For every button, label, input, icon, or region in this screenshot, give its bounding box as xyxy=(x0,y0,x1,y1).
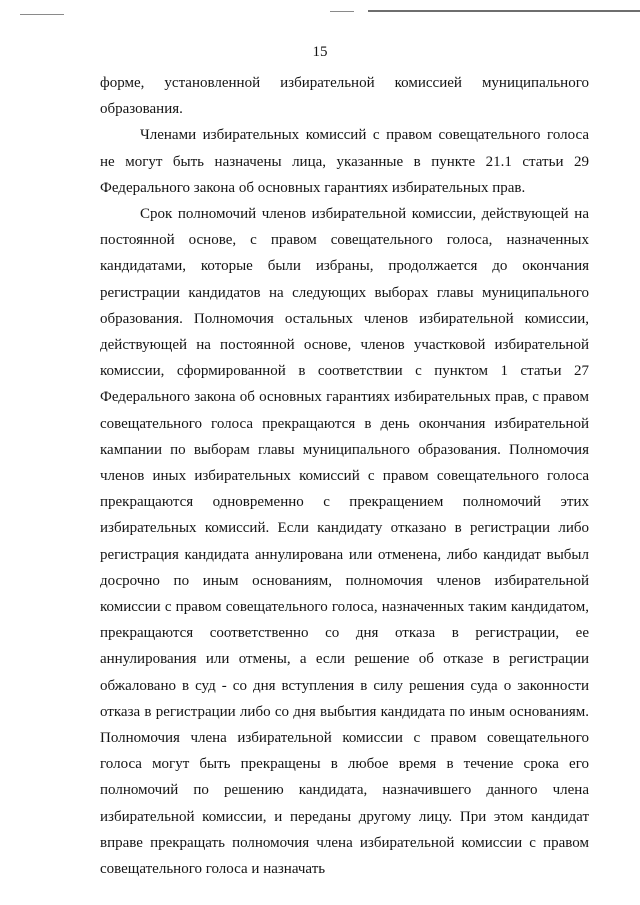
paragraph-1: форме, установленной избирательной комиссией муниципального образования. xyxy=(100,75,589,118)
paragraph-3: Срок полномочий членов избирательной комиссии, действующей на постоянной основе, с правом совещательного голоса, назначенных кандидатами, которые были избраны, продолжается до окончания регистрации кандидатов на следующих выборах главы муниципального образования. Полномочия остальных членов избирательной комиссии, действующей на постоянной основе, членов участковой избирательной комиссии, сформированной в соответствии с пунктом 1 статьи 27 Федерального закона об основных гарантиях избирательных прав, с правом совещательного голоса прекращаются в день окончания избирательной кампании по выборам главы муниципального образования. Полномочия членов иных избирательных комиссий с правом совещательного голоса прекращаются одновременно с прекращением полномочий этих избирательных комиссий. Если кандидату отказано в регистрации либо регистрация кандидата аннулирована или отменена, либо кандидат выбыл досрочно по иным основаниям, полномочия членов избирательной комиссии с правом совещательного голоса, назначенных таким кандидатом, прекращаются соответственно со дня отказа в регистрации, ее аннулирования или отмены, а если решение об отказе в регистрации обжаловано в суд - со дня вступления в силу решения суда о законности отказа в регистрации либо со дня выбытия кандидата по иным основаниям. Полномочия члена избирательной комиссии с правом совещательного голоса могут быть прекращены в любое время в течение срока его полномочий по решению кандидата, назначившего данного члена избирательной комиссии, и переданы другому лицу. При этом кандидат вправе прекращать полномочия члена избирательной комиссии с правом совещательного голоса и назначать xyxy=(100,206,589,878)
scan-artifact-line-right xyxy=(368,10,640,12)
scan-artifact-line-mid xyxy=(330,11,354,12)
paragraph-2: Членами избирательных комиссий с правом совещательного голоса не могут быть назначены лица, указанные в пункте 21.1 статьи 29 Федерального закона об основных гарантиях избирательных прав. xyxy=(100,127,589,196)
document-body xyxy=(100,70,589,882)
scan-artifact-line-left xyxy=(20,14,64,15)
page-number: 15 xyxy=(312,44,328,60)
